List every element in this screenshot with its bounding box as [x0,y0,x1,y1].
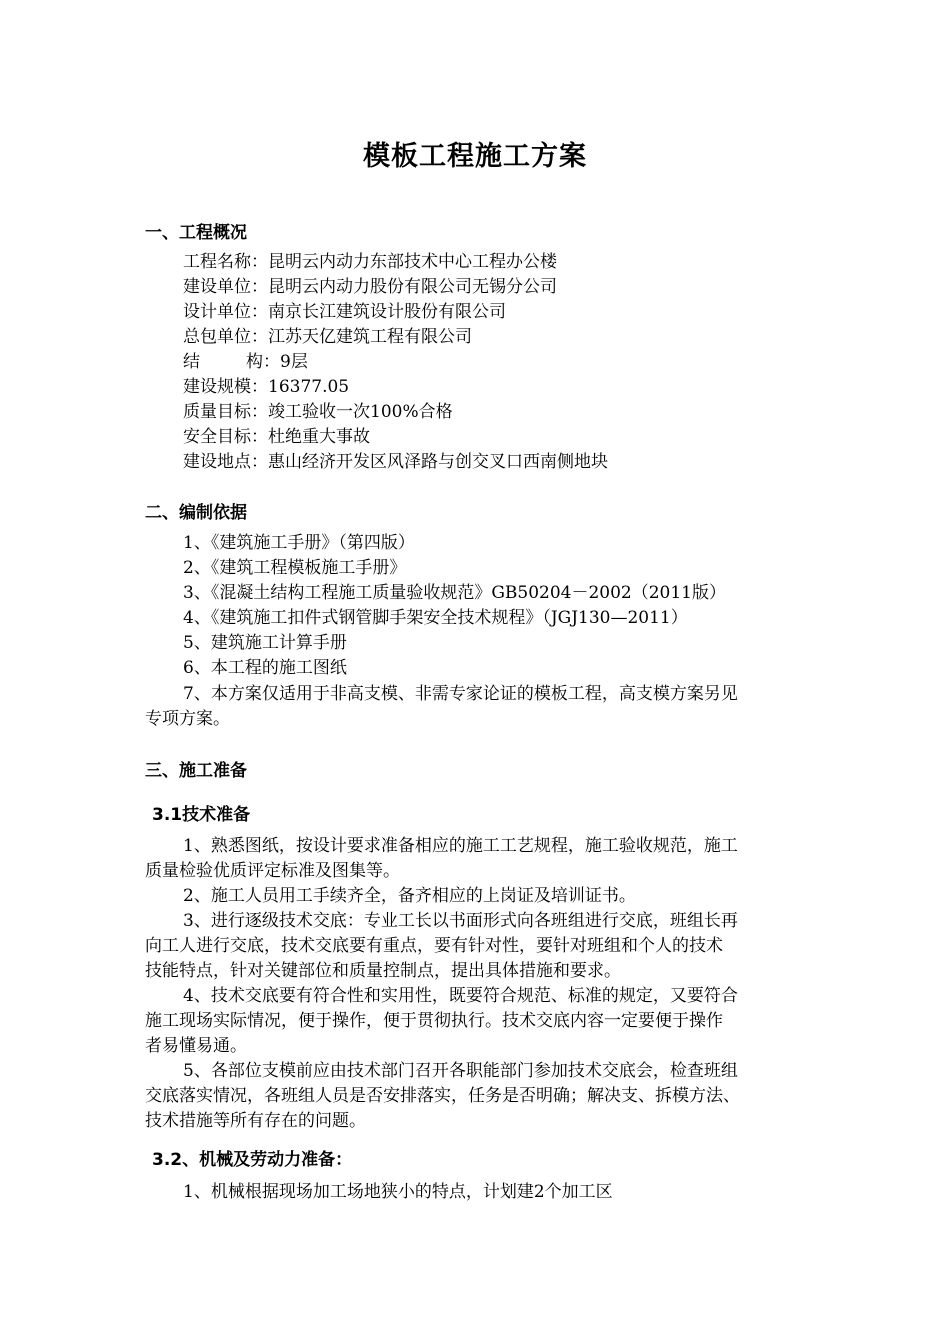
info-row [183,350,308,374]
document-title: 模板工程施工方案 [363,141,587,172]
section-heading-preparation: 三、施工准备 [145,761,247,781]
paragraph-line: 交底落实情况，各班组人员是否安排落实，任务是否明确；解决支、拆模方法、 [145,1086,740,1106]
info-row [183,450,608,474]
paragraph-line: 4、技术交底要有符合性和实用性，既要符合规范、标准的规定，又要符合 [183,986,738,1006]
subsection-heading-machinery: 3.2、机械及劳动力准备： [152,1150,353,1170]
info-label: 构： [246,352,280,372]
list-item: 7、本方案仅适用于非高支模、非需专家论证的模板工程，高支模方案另见 [183,684,738,704]
info-row [183,250,557,274]
list-item: 4、《建筑施工扣件式钢管脚手架安全技术规程》（JGJ130—2011） [183,608,688,628]
subsection-heading-technical: 3.1技术准备 [152,805,251,825]
info-value: 杜绝重大事故 [268,427,370,447]
info-label: 结 [183,352,200,372]
info-row [183,400,453,424]
info-value: 9层 [280,352,308,372]
info-label: 建设地点： [183,452,268,472]
section-heading-overview: 一、工程概况 [145,223,247,243]
paragraph-line: 技术措施等所有存在的问题。 [145,1111,366,1131]
paragraph-line: 1、机械根据现场加工场地狭小的特点，计划建2个加工区 [183,1182,613,1202]
paragraph-line: 质量检验优质评定标准及图集等。 [145,861,400,881]
info-label: 建设单位： [183,277,268,297]
info-value: 竣工验收一次100%合格 [268,402,453,422]
paragraph-line: 1、熟悉图纸，按设计要求准备相应的施工工艺规程，施工验收规范，施工 [183,836,738,856]
info-value: 16377.05 [268,377,350,397]
paragraph-line: 2、施工人员用工手续齐全，备齐相应的上岗证及培训证书。 [183,886,636,906]
info-value: 惠山经济开发区风泽路与创交叉口西南侧地块 [268,452,608,472]
list-item: 5、建筑施工计算手册 [183,633,347,653]
info-value: 江苏天亿建筑工程有限公司 [268,327,472,347]
info-value: 昆明云内动力东部技术中心工程办公楼 [268,252,557,272]
list-item: 2、《建筑工程模板施工手册》 [183,558,407,578]
info-row [183,325,472,349]
info-label: 总包单位： [183,327,268,347]
list-item: 3、《混凝土结构工程施工质量验收规范》GB50204－2002（2011版） [183,583,726,603]
paragraph-line: 向工人进行交底，技术交底要有重点，要有针对性，要针对班组和个人的技术 [145,936,723,956]
info-row [183,425,370,449]
info-value: 南京长江建筑设计股份有限公司 [268,302,506,322]
section-heading-basis: 二、编制依据 [145,503,247,523]
info-row [183,375,349,399]
info-row [183,300,506,324]
paragraph-line: 3、进行逐级技术交底：专业工长以书面形式向各班组进行交底，班组长再 [183,911,738,931]
paragraph-line: 5、各部位支模前应由技术部门召开各职能部门参加技术交底会，检查班组 [183,1061,738,1081]
info-label: 设计单位： [183,302,268,322]
info-label: 安全目标： [183,427,268,447]
list-item: 6、本工程的施工图纸 [183,658,347,678]
paragraph-line: 者易懂易通。 [145,1036,247,1056]
list-item: 1、《建筑施工手册》（第四版） [183,533,415,553]
info-label: 工程名称： [183,252,268,272]
paragraph-line: 技能特点，针对关键部位和质量控制点，提出具体措施和要求。 [145,961,621,981]
info-label: 建设规模： [183,377,268,397]
info-value: 昆明云内动力股份有限公司无锡分公司 [268,277,557,297]
list-item-continued: 专项方案。 [145,709,230,729]
info-label: 质量目标： [183,402,268,422]
paragraph-line: 施工现场实际情况，便于操作，便于贯彻执行。技术交底内容一定要便于操作 [145,1011,723,1031]
info-row [183,275,557,299]
